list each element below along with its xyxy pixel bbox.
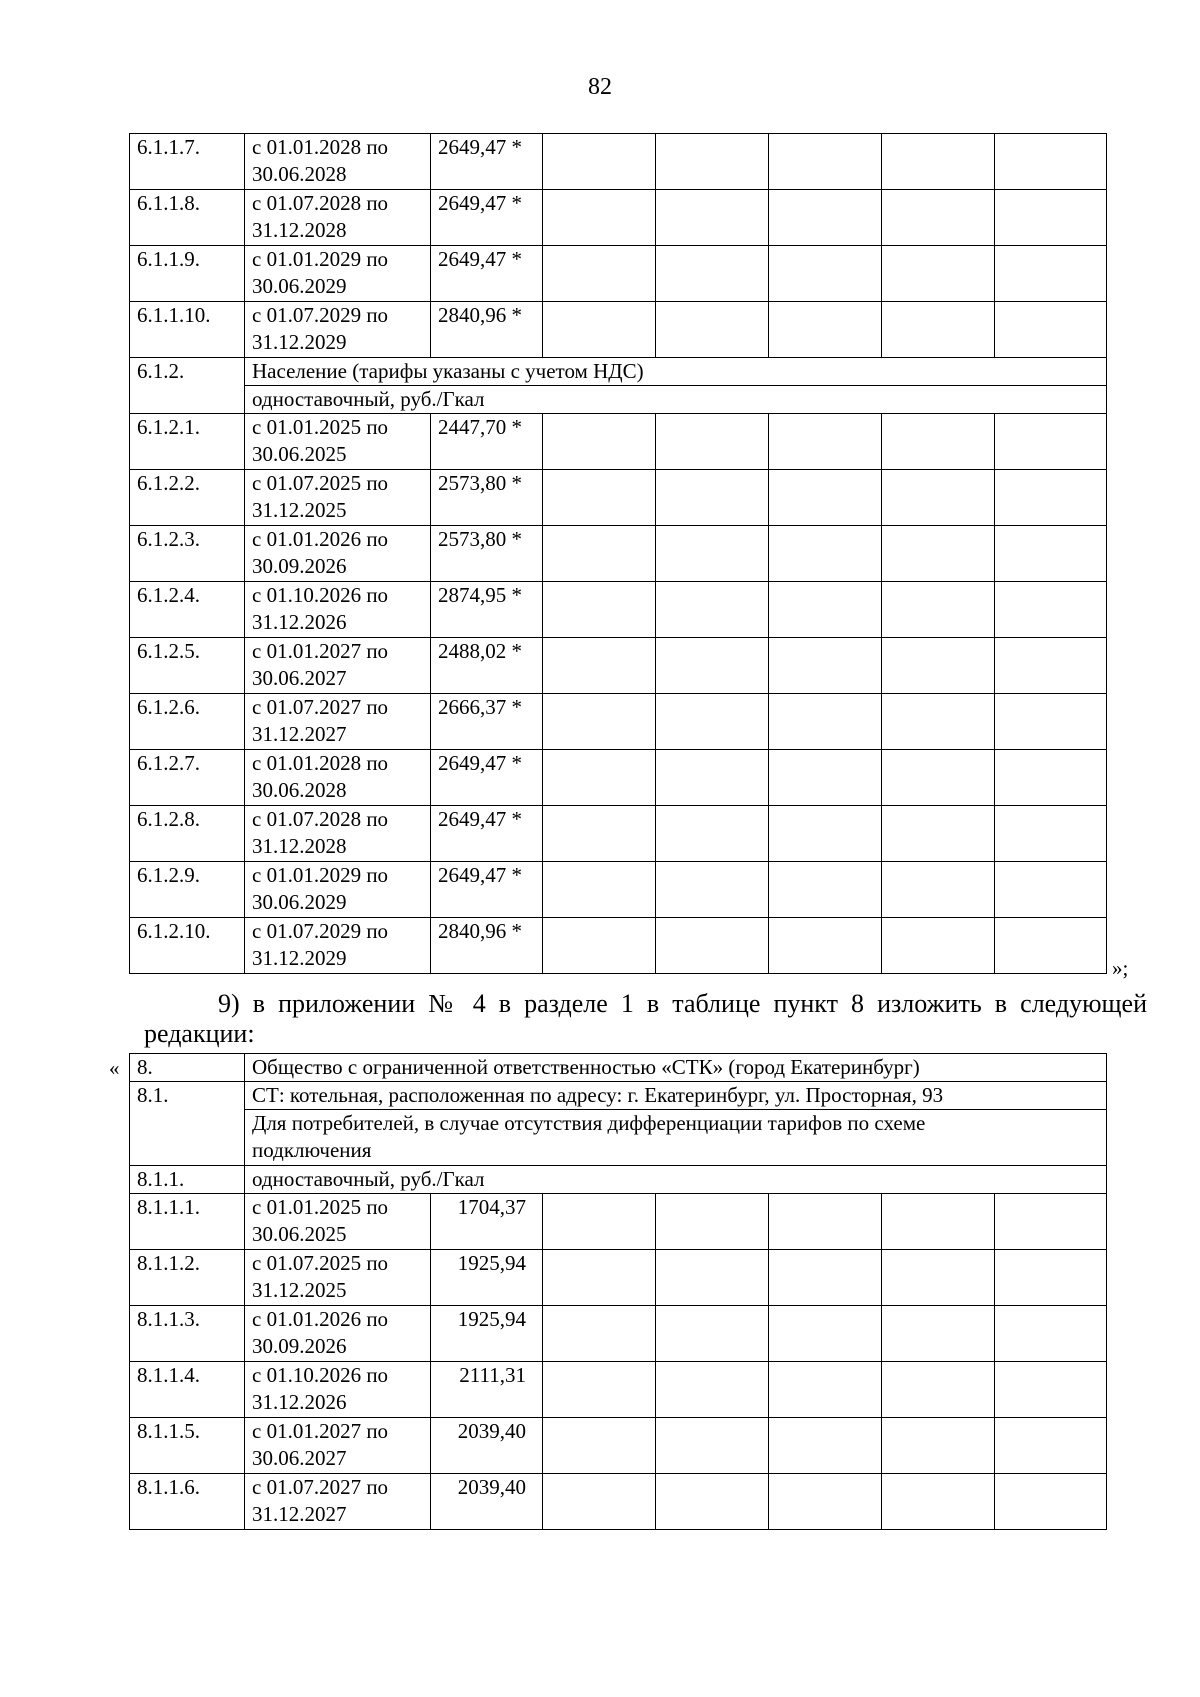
- tariff-value: 2840,96 *: [431, 918, 543, 974]
- tariff-value: 2649,47 *: [431, 806, 543, 862]
- period-cell: [245, 1474, 431, 1530]
- empty-cell: [995, 190, 1107, 246]
- subsection-title: СТ: котельная, расположенная по адресу: г. Екатеринбург, ул. Просторная, 93: [245, 1082, 1107, 1110]
- period-start: с 01.07.2029 по: [252, 303, 389, 327]
- period-end: 30.06.2029: [252, 274, 347, 298]
- empty-cell: [769, 694, 882, 750]
- empty-cell: [882, 1474, 995, 1530]
- empty-cell: [656, 1306, 769, 1362]
- empty-cell: [882, 918, 995, 974]
- empty-cell: [882, 750, 995, 806]
- row-code: 8.: [130, 1054, 245, 1082]
- row-code: 8.1.1.4.: [130, 1362, 245, 1418]
- tariff-table-8: [129, 1053, 1107, 1530]
- empty-cell: [543, 750, 656, 806]
- empty-cell: [769, 918, 882, 974]
- table-row: [130, 638, 1107, 694]
- row-code: 6.1.1.8.: [130, 190, 245, 246]
- empty-cell: [656, 1194, 769, 1250]
- empty-cell: [543, 1418, 656, 1474]
- tariff-value: 2573,80 *: [431, 470, 543, 526]
- table-row: [130, 750, 1107, 806]
- empty-cell: [882, 190, 995, 246]
- period-end: 31.12.2029: [252, 330, 347, 354]
- empty-cell: [882, 470, 995, 526]
- empty-cell: [656, 470, 769, 526]
- tariff-value: 2649,47 *: [431, 134, 543, 190]
- period-end: 30.06.2027: [252, 666, 347, 690]
- empty-cell: [882, 1194, 995, 1250]
- empty-cell: [995, 806, 1107, 862]
- closing-quote: »;: [1112, 956, 1129, 980]
- tariff-value: 1925,94: [431, 1306, 543, 1362]
- empty-cell: [995, 582, 1107, 638]
- empty-cell: [656, 526, 769, 582]
- period-start: с 01.01.2025 по: [252, 1195, 389, 1219]
- row-code: 8.1.1.: [130, 1166, 245, 1194]
- period-end: 31.12.2027: [252, 722, 347, 746]
- note-line: Для потребителей, в случае отсутствия дифференциации тарифов по схеме: [252, 1111, 926, 1135]
- table-row: [130, 1418, 1107, 1474]
- row-code: 8.1.1.2.: [130, 1250, 245, 1306]
- table-row: [130, 1306, 1107, 1362]
- table-row: [130, 246, 1107, 302]
- tariff-value: 2488,02 *: [431, 638, 543, 694]
- row-code: 6.1.2.1.: [130, 414, 245, 470]
- period-start: с 01.01.2028 по: [252, 135, 389, 159]
- row-code: 6.1.1.7.: [130, 134, 245, 190]
- row-code: 6.1.2.7.: [130, 750, 245, 806]
- tariff-value: 2039,40: [431, 1418, 543, 1474]
- period-end: 30.06.2028: [252, 778, 347, 802]
- page-number: 82: [588, 74, 612, 100]
- row-code: 6.1.1.9.: [130, 246, 245, 302]
- empty-cell: [543, 806, 656, 862]
- subsection-note: [245, 1110, 1107, 1166]
- period-end: 30.06.2029: [252, 890, 347, 914]
- row-code: 8.1.1.6.: [130, 1474, 245, 1530]
- table-row: [130, 1166, 1107, 1194]
- period-cell: [245, 134, 431, 190]
- empty-cell: [882, 1250, 995, 1306]
- empty-cell: [995, 246, 1107, 302]
- period-start: с 01.01.2029 по: [252, 247, 389, 271]
- empty-cell: [543, 1474, 656, 1530]
- empty-cell: [995, 526, 1107, 582]
- empty-cell: [656, 302, 769, 358]
- table-row: [130, 1474, 1107, 1530]
- empty-cell: [769, 526, 882, 582]
- empty-cell: [769, 134, 882, 190]
- empty-cell: [995, 302, 1107, 358]
- empty-cell: [769, 750, 882, 806]
- empty-cell: [543, 582, 656, 638]
- empty-cell: [995, 918, 1107, 974]
- row-code: 6.1.2.8.: [130, 806, 245, 862]
- empty-cell: [543, 1306, 656, 1362]
- tariff-value: 2649,47 *: [431, 246, 543, 302]
- empty-cell: [656, 582, 769, 638]
- section-subtitle: одноставочный, руб./Гкал: [245, 386, 1107, 414]
- table-row: [130, 526, 1107, 582]
- period-start: с 01.07.2028 по: [252, 807, 389, 831]
- empty-cell: [543, 526, 656, 582]
- empty-cell: [882, 1306, 995, 1362]
- table-row: [130, 386, 1107, 414]
- period-cell: [245, 414, 431, 470]
- row-code: 6.1.2.5.: [130, 638, 245, 694]
- period-end: 31.12.2026: [252, 1390, 347, 1414]
- empty-cell: [656, 414, 769, 470]
- empty-cell: [882, 134, 995, 190]
- period-cell: [245, 1250, 431, 1306]
- period-start: с 01.10.2026 по: [252, 583, 389, 607]
- empty-cell: [656, 1250, 769, 1306]
- table-row: [130, 582, 1107, 638]
- period-end: 30.06.2025: [252, 1222, 347, 1246]
- empty-cell: [995, 1306, 1107, 1362]
- empty-cell: [769, 1474, 882, 1530]
- row-code: 6.1.2.9.: [130, 862, 245, 918]
- period-cell: [245, 806, 431, 862]
- tariff-value: 2649,47 *: [431, 862, 543, 918]
- period-end: 30.06.2025: [252, 442, 347, 466]
- period-cell: [245, 1306, 431, 1362]
- period-cell: [245, 582, 431, 638]
- period-start: с 01.07.2027 по: [252, 1475, 389, 1499]
- empty-cell: [656, 190, 769, 246]
- tariff-table-6: [129, 133, 1107, 974]
- period-end: 30.09.2026: [252, 1334, 347, 1358]
- tariff-value: 2666,37 *: [431, 694, 543, 750]
- empty-cell: [543, 470, 656, 526]
- table-row: [130, 134, 1107, 190]
- period-end: 31.12.2029: [252, 946, 347, 970]
- table-row: [130, 302, 1107, 358]
- note-line: подключения: [252, 1138, 372, 1162]
- empty-cell: [769, 1362, 882, 1418]
- period-end: 31.12.2027: [252, 1502, 347, 1526]
- empty-cell: [543, 302, 656, 358]
- empty-cell: [995, 1194, 1107, 1250]
- empty-cell: [656, 918, 769, 974]
- tariff-value: 2447,70 *: [431, 414, 543, 470]
- table-row: [130, 862, 1107, 918]
- organization-title: Общество с ограниченной ответственностью «СТК» (город Екатеринбург): [245, 1054, 1107, 1082]
- empty-cell: [656, 638, 769, 694]
- empty-cell: [769, 862, 882, 918]
- row-code: 6.1.2.2.: [130, 470, 245, 526]
- empty-cell: [769, 582, 882, 638]
- empty-cell: [995, 1250, 1107, 1306]
- tariff-value: 2649,47 *: [431, 750, 543, 806]
- row-code: 6.1.2.6.: [130, 694, 245, 750]
- empty-cell: [995, 862, 1107, 918]
- period-cell: [245, 862, 431, 918]
- row-code: 8.1.1.5.: [130, 1418, 245, 1474]
- tariff-value: 2649,47 *: [431, 190, 543, 246]
- table-row: [130, 1362, 1107, 1418]
- empty-cell: [656, 694, 769, 750]
- period-end: 31.12.2025: [252, 1278, 347, 1302]
- period-start: с 01.01.2026 по: [252, 1307, 389, 1331]
- opening-quote: «: [109, 1056, 120, 1080]
- empty-cell: [769, 414, 882, 470]
- tariff-value: 2874,95 *: [431, 582, 543, 638]
- row-code: 6.1.2.10.: [130, 918, 245, 974]
- empty-cell: [769, 806, 882, 862]
- period-cell: [245, 694, 431, 750]
- table-row: [130, 806, 1107, 862]
- empty-cell: [882, 526, 995, 582]
- period-start: с 01.01.2028 по: [252, 751, 389, 775]
- period-end: 30.09.2026: [252, 554, 347, 578]
- empty-cell: [995, 638, 1107, 694]
- empty-cell: [656, 1418, 769, 1474]
- empty-cell: [543, 414, 656, 470]
- period-cell: [245, 750, 431, 806]
- empty-cell: [882, 302, 995, 358]
- period-start: с 01.07.2025 по: [252, 471, 389, 495]
- tariff-value: 1704,37: [431, 1194, 543, 1250]
- empty-cell: [656, 246, 769, 302]
- tariff-value: 2573,80 *: [431, 526, 543, 582]
- period-end: 31.12.2028: [252, 218, 347, 242]
- table-row: [130, 1054, 1107, 1082]
- empty-cell: [995, 1474, 1107, 1530]
- table-row: [130, 1082, 1107, 1110]
- table-row: [130, 694, 1107, 750]
- empty-cell: [543, 1250, 656, 1306]
- empty-cell: [543, 638, 656, 694]
- rate-title: одноставочный, руб./Гкал: [245, 1166, 1107, 1194]
- empty-cell: [995, 1418, 1107, 1474]
- empty-cell: [995, 470, 1107, 526]
- empty-cell: [543, 694, 656, 750]
- empty-cell: [769, 1306, 882, 1362]
- empty-cell: [995, 750, 1107, 806]
- empty-cell: [543, 918, 656, 974]
- section-title: Население (тарифы указаны с учетом НДС): [245, 358, 1107, 386]
- table-row: [130, 1250, 1107, 1306]
- empty-cell: [995, 134, 1107, 190]
- empty-cell: [543, 1194, 656, 1250]
- empty-cell: [882, 862, 995, 918]
- tariff-value: 1925,94: [431, 1250, 543, 1306]
- period-end: 31.12.2028: [252, 834, 347, 858]
- empty-cell: [995, 694, 1107, 750]
- tariff-value: 2111,31: [431, 1362, 543, 1418]
- empty-cell: [543, 1362, 656, 1418]
- table-row: [130, 190, 1107, 246]
- empty-cell: [995, 1362, 1107, 1418]
- period-cell: [245, 470, 431, 526]
- period-end: 30.06.2027: [252, 1446, 347, 1470]
- empty-cell: [769, 302, 882, 358]
- empty-cell: [769, 1418, 882, 1474]
- row-code: 6.1.1.10.: [130, 302, 245, 358]
- empty-cell: [882, 806, 995, 862]
- empty-cell: [656, 134, 769, 190]
- tariff-value: 2840,96 *: [431, 302, 543, 358]
- empty-cell: [769, 470, 882, 526]
- row-code: 6.1.2.: [130, 358, 245, 414]
- table-row: [130, 918, 1107, 974]
- empty-cell: [995, 414, 1107, 470]
- empty-cell: [656, 806, 769, 862]
- empty-cell: [769, 246, 882, 302]
- period-end: 31.12.2026: [252, 610, 347, 634]
- empty-cell: [656, 862, 769, 918]
- empty-cell: [882, 638, 995, 694]
- period-end: 31.12.2025: [252, 498, 347, 522]
- row-code: 8.1.1.3.: [130, 1306, 245, 1362]
- empty-cell: [882, 694, 995, 750]
- table-row: [130, 358, 1107, 386]
- empty-cell: [543, 862, 656, 918]
- table-row: [130, 1194, 1107, 1250]
- empty-cell: [882, 1418, 995, 1474]
- table-row: [130, 470, 1107, 526]
- period-cell: [245, 246, 431, 302]
- period-start: с 01.01.2029 по: [252, 863, 389, 887]
- empty-cell: [882, 246, 995, 302]
- row-code: 8.1.1.1.: [130, 1194, 245, 1250]
- empty-cell: [543, 246, 656, 302]
- period-start: с 01.10.2026 по: [252, 1363, 389, 1387]
- row-code: 6.1.2.3.: [130, 526, 245, 582]
- tariff-value: 2039,40: [431, 1474, 543, 1530]
- empty-cell: [882, 414, 995, 470]
- period-start: с 01.07.2029 по: [252, 919, 389, 943]
- empty-cell: [882, 582, 995, 638]
- period-cell: [245, 1362, 431, 1418]
- period-cell: [245, 302, 431, 358]
- empty-cell: [656, 1362, 769, 1418]
- period-start: с 01.01.2026 по: [252, 527, 389, 551]
- period-cell: [245, 526, 431, 582]
- table-row: [130, 414, 1107, 470]
- empty-cell: [656, 1474, 769, 1530]
- empty-cell: [543, 134, 656, 190]
- empty-cell: [769, 638, 882, 694]
- table-row: [130, 1110, 1107, 1166]
- period-start: с 01.07.2028 по: [252, 191, 389, 215]
- empty-cell: [769, 1194, 882, 1250]
- period-cell: [245, 1194, 431, 1250]
- empty-cell: [656, 750, 769, 806]
- empty-cell: [769, 190, 882, 246]
- period-end: 30.06.2028: [252, 162, 347, 186]
- period-start: с 01.01.2027 по: [252, 1419, 389, 1443]
- period-start: с 01.07.2025 по: [252, 1251, 389, 1275]
- row-code: 6.1.2.4.: [130, 582, 245, 638]
- period-cell: [245, 918, 431, 974]
- period-cell: [245, 190, 431, 246]
- empty-cell: [882, 1362, 995, 1418]
- row-code: 8.1.: [130, 1082, 245, 1166]
- empty-cell: [543, 190, 656, 246]
- empty-cell: [769, 1250, 882, 1306]
- period-cell: [245, 1418, 431, 1474]
- period-cell: [245, 638, 431, 694]
- amendment-paragraph: 9) в приложении № 4 в разделе 1 в таблице пункт 8 изложить в следующей редакции:: [144, 989, 1147, 1048]
- period-start: с 01.01.2027 по: [252, 639, 389, 663]
- period-start: с 01.01.2025 по: [252, 415, 389, 439]
- period-start: с 01.07.2027 по: [252, 695, 389, 719]
